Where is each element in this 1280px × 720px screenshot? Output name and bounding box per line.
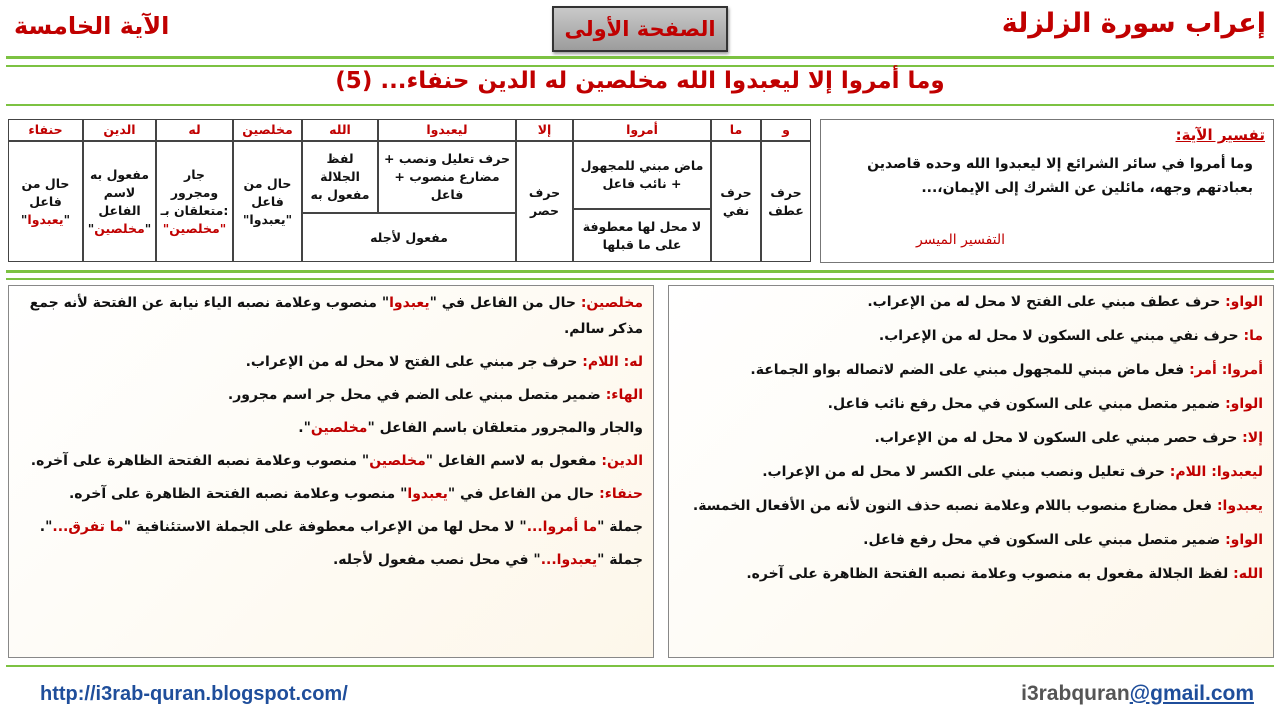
irab-word: يعبدوا bbox=[407, 486, 448, 502]
irab-text: " منصوب وعلامة نصبه الفتحة الظاهرة على آخره. bbox=[68, 486, 408, 502]
irab-text: فعل مضارع منصوب باللام وعلامة نصبه حذف النون لأنه من الأفعال الخمسة. bbox=[692, 498, 1217, 514]
col-header-din: الدين bbox=[83, 119, 156, 141]
irab-key: أمروا: أمر: bbox=[1189, 362, 1263, 378]
divider bbox=[6, 665, 1274, 667]
irab-text: " منصوب وعلامة نصبه الياء نيابة عن الفتحة لأنه جمع مذكر سالم. bbox=[29, 295, 643, 337]
cell-text: مفعول به لاسم الفاعل bbox=[89, 166, 150, 218]
irab-key: إلا: bbox=[1242, 430, 1263, 446]
tafsir-title: تفسير الآية: bbox=[1175, 126, 1265, 144]
irab-text: فعل ماض مبني للمجهول مبني على الضم لاتصاله بواو الجماعة. bbox=[750, 362, 1190, 378]
divider bbox=[6, 65, 1274, 67]
irab-line bbox=[679, 290, 1263, 315]
divider bbox=[6, 104, 1274, 106]
cell-word: يعبدوا bbox=[27, 211, 64, 227]
email-user: i3rabquran bbox=[1021, 682, 1130, 705]
col-header-waw: و bbox=[761, 119, 811, 141]
cell-allah: لفظ الجلالة مفعول به bbox=[302, 141, 378, 213]
irab-text: لفظ الجلالة مفعول به منصوب وعلامة نصبه الفتحة الظاهرة على آخره. bbox=[746, 566, 1234, 582]
irab-text: حال من الفاعل في " bbox=[429, 295, 581, 311]
irab-line bbox=[679, 528, 1263, 553]
irab-key: ما: bbox=[1243, 328, 1263, 344]
cell-illa: حرف حصر bbox=[516, 141, 573, 262]
col-header-allah: الله bbox=[302, 119, 378, 141]
col-header-illa: إلا bbox=[516, 119, 573, 141]
irab-text: " في محل نصب مفعول لأجله. bbox=[332, 552, 541, 568]
col-header-liyabudu: ليعبدوا bbox=[378, 119, 516, 141]
irab-panel-right bbox=[668, 285, 1274, 658]
irab-word: مخلصين bbox=[310, 420, 368, 436]
irab-line bbox=[679, 562, 1263, 587]
irab-word: يعبدوا... bbox=[540, 552, 598, 568]
irab-word: ما أمروا... bbox=[526, 519, 598, 535]
cell-text: حال من فاعل bbox=[21, 175, 70, 209]
tafsir-text: وما أمروا في سائر الشرائع إلا ليعبدوا الله وحده قاصدين بعبادتهم وجهه، مائلين عن الشرك إلى الإيمان،... bbox=[867, 156, 1253, 196]
cell-lahu bbox=[156, 141, 233, 262]
irab-text: ". bbox=[39, 519, 53, 535]
quote: " bbox=[87, 220, 95, 236]
cell-din bbox=[83, 141, 156, 262]
irab-key: الواو: bbox=[1225, 532, 1263, 548]
irab-key: الدين: bbox=[601, 453, 643, 469]
tafsir-source: التفسير الميسر bbox=[916, 232, 1006, 248]
cell-ma: حرف نفي bbox=[711, 141, 761, 262]
cell-umiru-top: ماض مبني للمجهول + نائب فاعل bbox=[573, 141, 711, 209]
irab-text: جملة " bbox=[597, 519, 643, 535]
irab-text: حرف نفي مبني على السكون لا محل له من الإعراب. bbox=[878, 328, 1244, 344]
cell-text: حال من فاعل bbox=[243, 175, 292, 209]
verse-text: وما أمروا إلا ليعبدوا الله مخلصين له الدين حنفاء... (5) bbox=[335, 68, 945, 94]
irab-key: الله: bbox=[1233, 566, 1263, 582]
irab-line bbox=[19, 514, 643, 540]
irab-key: يعبدوا: bbox=[1216, 498, 1263, 514]
irab-panel-left bbox=[8, 285, 654, 658]
irab-line bbox=[19, 349, 643, 375]
email-link[interactable] bbox=[1021, 682, 1254, 706]
irab-text: ضمير متصل مبني على الضم في محل جر اسم مجرور. bbox=[227, 387, 606, 403]
cell-hunafa bbox=[8, 141, 83, 262]
irab-text: حرف حصر مبني على السكون لا محل له من الإعراب. bbox=[874, 430, 1243, 446]
irab-text: والجار والمجرور متعلقان باسم الفاعل " bbox=[367, 420, 643, 436]
irab-text: مفعول به لاسم الفاعل " bbox=[425, 453, 602, 469]
irab-line bbox=[19, 382, 643, 408]
irab-word: ما تفرق... bbox=[52, 519, 124, 535]
irab-key: الهاء: bbox=[605, 387, 643, 403]
irab-line bbox=[19, 448, 643, 474]
quote: " bbox=[63, 211, 71, 227]
page-number-box bbox=[552, 6, 728, 52]
irab-line bbox=[19, 481, 643, 507]
col-header-mukhlisin: مخلصين bbox=[233, 119, 302, 141]
quote: " bbox=[144, 220, 152, 236]
irab-word: يعبدوا bbox=[389, 295, 430, 311]
col-header-ma: ما bbox=[711, 119, 761, 141]
irab-line bbox=[679, 494, 1263, 519]
irab-text: " منصوب وعلامة نصبه الفتحة الظاهرة على آخره. bbox=[30, 453, 370, 469]
col-header-umiru: أمروا bbox=[573, 119, 711, 141]
verse-label: الآية الخامسة bbox=[14, 12, 170, 40]
cell-mukhlisin bbox=[233, 141, 302, 262]
col-header-hunafa: حنفاء bbox=[8, 119, 83, 141]
irab-line bbox=[19, 415, 643, 441]
cell-text bbox=[21, 211, 70, 229]
irab-line bbox=[679, 426, 1263, 451]
email-domain: @gmail.com bbox=[1129, 682, 1254, 705]
divider bbox=[6, 56, 1274, 59]
irab-text: حرف تعليل ونصب مبني على الكسر لا محل له من الإعراب. bbox=[762, 464, 1170, 480]
col-header-lahu: له bbox=[156, 119, 233, 141]
cell-text: جار ومجرور متعلقان بـ: bbox=[160, 166, 229, 218]
blog-link[interactable]: http://i3rab-quran.blogspot.com/ bbox=[40, 683, 348, 705]
irab-text: جملة " bbox=[597, 552, 643, 568]
irab-text: حرف عطف مبني على الفتح لا محل له من الإعراب. bbox=[867, 294, 1226, 310]
irab-line bbox=[679, 460, 1263, 485]
irab-line bbox=[679, 324, 1263, 349]
irab-line bbox=[19, 547, 643, 573]
cell-liyabudu: حرف تعليل ونصب + مضارع منصوب + فاعل bbox=[378, 141, 516, 213]
irab-line bbox=[679, 392, 1263, 417]
page-title: إعراب سورة الزلزلة bbox=[1001, 8, 1266, 39]
irab-text: ". bbox=[298, 420, 311, 436]
cell-maful-liajlih: مفعول لأجله bbox=[302, 213, 516, 262]
irab-key: الواو: bbox=[1225, 294, 1263, 310]
page-label: الصفحة الأولى bbox=[564, 17, 716, 41]
irab-text: ضمير متصل مبني على السكون في محل رفع فاعل. bbox=[863, 532, 1226, 548]
irab-line bbox=[19, 290, 643, 342]
irab-key: له: اللام: bbox=[582, 354, 643, 370]
irab-text: حرف جر مبني على الفتح لا محل له من الإعراب. bbox=[245, 354, 583, 370]
irab-key: الواو: bbox=[1225, 396, 1263, 412]
irab-key: ليعبدوا: اللام: bbox=[1169, 464, 1263, 480]
divider bbox=[6, 270, 1274, 273]
quote: " bbox=[20, 211, 28, 227]
cell-text: "مخلصين" bbox=[162, 220, 227, 236]
irab-text: حال من الفاعل في " bbox=[447, 486, 600, 502]
divider bbox=[6, 278, 1274, 280]
cell-waw: حرف عطف bbox=[761, 141, 811, 262]
cell-text bbox=[88, 220, 152, 238]
cell-umiru-bottom: لا محل لها معطوفة على ما قبلها bbox=[573, 209, 711, 262]
irab-key: مخلصين: bbox=[580, 295, 643, 311]
irab-text: " لا محل لها من الإعراب معطوفة على الجملة الاستئنافية " bbox=[123, 519, 527, 535]
tafsir-box bbox=[820, 119, 1274, 263]
irab-line bbox=[679, 358, 1263, 383]
cell-word: مخلصين bbox=[94, 220, 145, 236]
irab-word: مخلصين bbox=[369, 453, 426, 469]
irab-key: حنفاء: bbox=[599, 486, 643, 502]
irab-text: ضمير متصل مبني على السكون في محل رفع نائب فاعل. bbox=[827, 396, 1226, 412]
cell-text: "يعبدوا" bbox=[242, 211, 293, 227]
